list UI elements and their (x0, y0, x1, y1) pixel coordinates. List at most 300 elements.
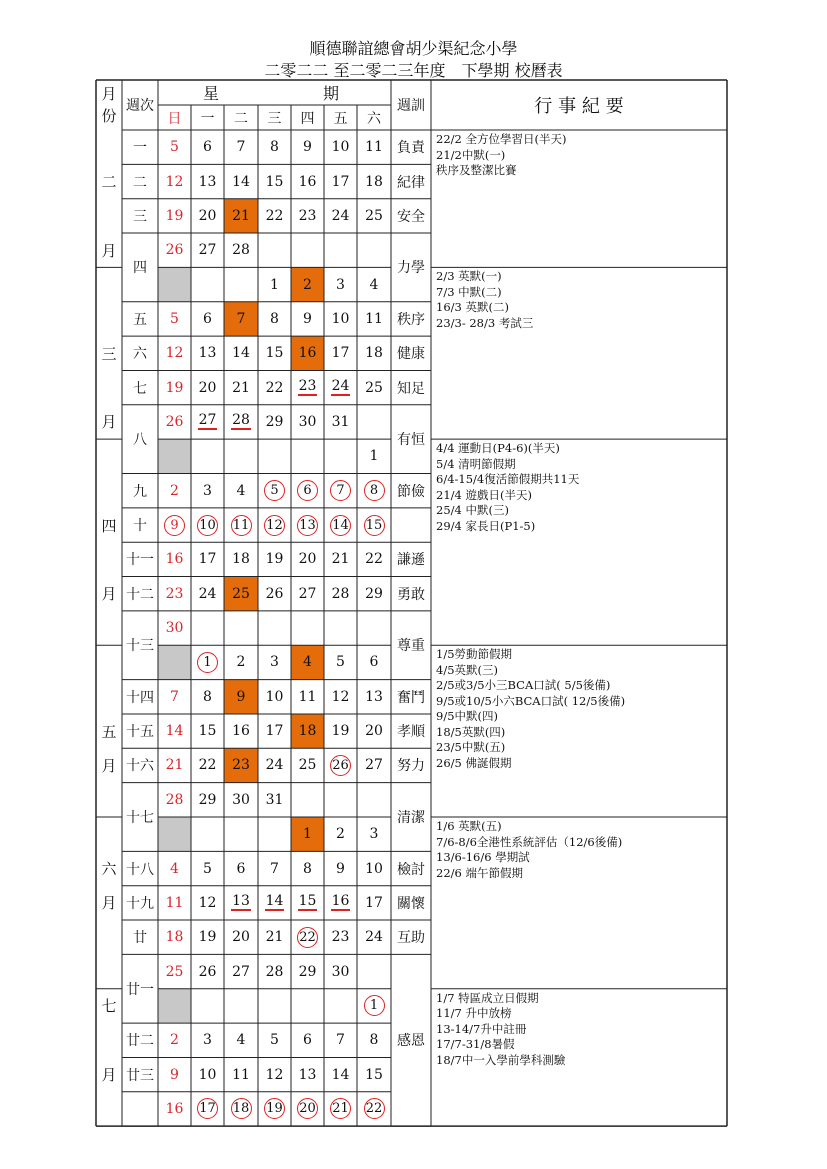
date-cell (158, 611, 191, 645)
date-cell (258, 474, 291, 508)
date-number: 13 (297, 515, 318, 536)
date-cell (258, 302, 291, 336)
date-cell (191, 577, 224, 611)
date-cell (357, 920, 391, 954)
date-cell (224, 645, 258, 679)
date-number: 19 (331, 723, 350, 740)
date-number: 26 (265, 585, 284, 602)
weekly-motto: 力學 (397, 260, 425, 277)
motto-header: 週訓 (397, 98, 425, 114)
events-header: 行 事 紀 要 (534, 96, 624, 117)
date-cell (291, 508, 324, 542)
date-cell (191, 783, 224, 817)
date-number: 18 (298, 723, 317, 740)
date-number: 21 (165, 757, 184, 774)
date-cell (357, 577, 391, 611)
date-number: 26 (330, 755, 351, 776)
date-number: 23 (298, 207, 317, 224)
date-cell (224, 302, 258, 336)
date-cell (291, 920, 324, 954)
day-header-1: 一 (200, 110, 215, 127)
date-cell (357, 851, 391, 885)
date-cell (291, 748, 324, 782)
date-number: 4 (170, 860, 179, 877)
date-cell (258, 336, 291, 370)
date-number: 14 (265, 893, 284, 910)
date-number: 21 (232, 379, 250, 396)
date-number: 7 (270, 860, 279, 877)
date-cell (224, 1092, 258, 1126)
date-cell (291, 954, 324, 988)
date-number: 25 (365, 207, 383, 224)
shaded-cell (158, 645, 191, 679)
date-number: 22 (364, 1098, 385, 1119)
date-number: 2 (170, 482, 179, 499)
shaded-cell (158, 989, 191, 1023)
date-number: 17 (331, 173, 350, 190)
date-cell (291, 714, 324, 748)
date-number: 29 (298, 963, 317, 980)
event-line: 21/2中默(一) (436, 147, 506, 162)
date-number: 8 (270, 139, 279, 156)
month-label: 二 (101, 173, 117, 192)
week-header: 週次 (126, 98, 154, 114)
event-line: 29/4 家長日(P1-5) (436, 518, 536, 533)
event-notes (436, 991, 565, 1069)
date-number: 12 (198, 894, 217, 911)
date-number: 20 (297, 1098, 318, 1119)
date-cell (291, 577, 324, 611)
date-cell (357, 817, 391, 851)
date-number: 5 (264, 480, 285, 501)
event-line: 2/5或3/5小三BCA口試( 5/5後備) (436, 678, 611, 693)
date-cell (258, 714, 291, 748)
date-number: 18 (232, 551, 250, 568)
date-cell (291, 164, 324, 198)
date-cell (191, 405, 224, 439)
date-cell (224, 1023, 258, 1057)
date-number: 26 (165, 242, 184, 259)
date-cell (357, 886, 391, 920)
date-cell (191, 1092, 224, 1126)
date-number: 12 (165, 173, 184, 190)
event-line: 4/5英默(三) (436, 662, 498, 677)
weekly-motto: 孝順 (397, 724, 425, 741)
date-number: 27 (298, 585, 317, 602)
date-cell (357, 336, 391, 370)
date-cell (324, 130, 357, 164)
date-cell (357, 370, 391, 404)
date-cell (224, 954, 258, 988)
week-label: 二 (133, 174, 147, 191)
date-number: 31 (331, 413, 350, 430)
date-cell (158, 851, 191, 885)
date-number: 12 (264, 515, 285, 536)
week-label: 三 (133, 208, 147, 225)
date-cell (158, 1057, 191, 1091)
date-cell (258, 748, 291, 782)
date-cell (291, 199, 324, 233)
date-cell (258, 542, 291, 576)
date-cell (357, 130, 391, 164)
weekday-header: 期 (322, 84, 339, 103)
shaded-cell (158, 267, 191, 301)
date-number: 22 (265, 379, 284, 396)
date-number: 15 (364, 515, 385, 536)
date-number: 14 (232, 345, 250, 362)
date-cell (158, 1023, 191, 1057)
month-label: 四 (101, 516, 117, 535)
date-number: 10 (198, 1066, 217, 1083)
week-label: 十七 (126, 809, 154, 826)
date-cell (291, 1023, 324, 1057)
date-number: 7 (330, 480, 351, 501)
date-cell (357, 645, 391, 679)
date-cell (224, 886, 258, 920)
month-label: 月 (101, 585, 117, 604)
date-cell (224, 748, 258, 782)
date-cell (258, 680, 291, 714)
date-cell (158, 302, 191, 336)
event-notes (436, 269, 533, 331)
date-number: 29 (265, 413, 284, 430)
date-number: 30 (165, 620, 184, 637)
date-cell (191, 199, 224, 233)
date-number: 24 (198, 585, 217, 602)
date-number: 17 (331, 345, 350, 362)
date-number: 30 (331, 963, 350, 980)
event-line: 23/3- 28/3 考試三 (436, 315, 534, 330)
date-number: 22 (297, 927, 318, 948)
date-number: 24 (265, 757, 284, 774)
week-label: 十二 (126, 586, 154, 603)
week-label: 十 (133, 518, 147, 535)
day-header-2: 二 (234, 110, 248, 127)
date-number: 15 (265, 345, 284, 362)
date-cell (291, 645, 324, 679)
month-label: 五 (101, 722, 117, 741)
date-number: 8 (364, 480, 385, 501)
event-line: 17/7-31/8暑假 (436, 1037, 515, 1052)
date-number: 18 (231, 1098, 252, 1119)
month-label: 三 (101, 344, 117, 363)
date-cell (258, 164, 291, 198)
date-number: 21 (330, 1098, 351, 1119)
date-cell (224, 336, 258, 370)
date-number: 30 (232, 791, 250, 808)
date-cell (357, 439, 391, 473)
event-notes (436, 819, 622, 881)
date-cell (324, 370, 357, 404)
date-number: 17 (198, 551, 217, 568)
date-cell (324, 508, 357, 542)
date-cell (191, 130, 224, 164)
date-cell (357, 199, 391, 233)
date-cell (258, 577, 291, 611)
week-label: 七 (133, 380, 147, 397)
date-number: 20 (198, 207, 217, 224)
date-cell (158, 542, 191, 576)
date-number: 28 (165, 791, 184, 808)
date-cell (357, 680, 391, 714)
date-cell (324, 336, 357, 370)
date-number: 1 (364, 995, 385, 1016)
date-cell (258, 886, 291, 920)
week-label: 八 (133, 432, 147, 449)
date-number: 9 (336, 860, 345, 877)
date-cell (357, 302, 391, 336)
date-number: 27 (198, 242, 217, 259)
date-number: 8 (270, 310, 279, 327)
week-label: 一 (133, 140, 147, 157)
date-number: 2 (336, 826, 345, 843)
week-label: 十六 (126, 758, 154, 775)
week-label: 廿 (133, 930, 147, 947)
date-number: 16 (331, 893, 350, 910)
week-label: 十九 (126, 895, 154, 912)
date-number: 16 (298, 173, 317, 190)
date-number: 11 (231, 515, 252, 536)
date-cell (291, 302, 324, 336)
date-number: 20 (232, 929, 250, 946)
date-number: 20 (198, 379, 217, 396)
date-cell (158, 680, 191, 714)
week-label: 九 (133, 483, 147, 500)
date-number: 14 (330, 515, 351, 536)
weekly-motto: 負責 (397, 140, 425, 157)
week-label: 十四 (126, 689, 154, 706)
date-number: 13 (198, 345, 217, 362)
date-number: 6 (297, 480, 318, 501)
date-number: 15 (298, 893, 317, 910)
date-number: 12 (331, 688, 350, 705)
date-number: 3 (203, 482, 212, 499)
date-number: 15 (365, 1066, 383, 1083)
date-cell (291, 267, 324, 301)
date-cell (158, 474, 191, 508)
date-cell (191, 302, 224, 336)
weekly-motto: 有恒 (397, 432, 425, 449)
date-number: 19 (165, 207, 184, 224)
date-cell (224, 199, 258, 233)
date-number: 7 (336, 1032, 345, 1049)
week-label: 四 (133, 260, 147, 277)
date-cell (224, 542, 258, 576)
date-number: 13 (232, 893, 250, 910)
event-line: 秩序及整潔比賽 (436, 163, 517, 177)
date-cell (224, 1057, 258, 1091)
date-cell (291, 336, 324, 370)
date-cell (324, 267, 357, 301)
date-cell (258, 370, 291, 404)
date-cell (258, 130, 291, 164)
weekly-motto: 奮鬥 (397, 689, 425, 706)
date-number: 3 (369, 826, 379, 843)
month-label: 六 (101, 860, 117, 879)
date-number: 9 (303, 139, 312, 156)
date-number: 6 (369, 654, 379, 671)
date-number: 18 (165, 929, 184, 946)
date-number: 26 (165, 413, 184, 430)
date-cell (191, 164, 224, 198)
date-number: 8 (303, 860, 312, 877)
date-number: 10 (331, 139, 350, 156)
date-cell (258, 1092, 291, 1126)
date-number: 16 (165, 1100, 184, 1117)
date-number: 2 (303, 276, 312, 293)
event-line: 25/4 中默(三) (436, 503, 509, 518)
date-number: 2 (170, 1032, 179, 1049)
date-cell (324, 714, 357, 748)
weekly-motto: 秩序 (397, 311, 425, 328)
date-cell (158, 1092, 191, 1126)
date-cell (291, 370, 324, 404)
date-cell (324, 680, 357, 714)
week-label: 十五 (126, 724, 154, 741)
event-line: 22/6 端午節假期 (436, 865, 523, 880)
event-notes (436, 441, 579, 534)
date-number: 15 (198, 723, 217, 740)
date-cell (158, 508, 191, 542)
date-cell (291, 405, 324, 439)
event-line: 16/3 英默(二) (436, 300, 509, 315)
date-cell (224, 233, 258, 267)
date-cell (258, 1057, 291, 1091)
month-label: 月 (101, 894, 117, 913)
date-number: 31 (265, 791, 284, 808)
weekly-motto: 健康 (397, 346, 425, 363)
date-number: 17 (265, 723, 284, 740)
calendar-subtitle: 二零二二 至二零二三年度 下學期 校曆表 (264, 61, 563, 80)
date-cell (324, 645, 357, 679)
date-number: 13 (198, 173, 217, 190)
date-cell (357, 474, 391, 508)
date-number: 16 (165, 551, 184, 568)
date-number: 26 (198, 963, 217, 980)
date-number: 6 (203, 139, 212, 156)
date-number: 5 (170, 139, 179, 156)
week-label: 廿一 (126, 981, 154, 998)
day-header-4: 四 (300, 110, 315, 127)
date-cell (324, 474, 357, 508)
month-label: 月 (101, 756, 117, 775)
weekly-motto: 節儉 (397, 483, 425, 500)
date-cell (258, 267, 291, 301)
date-number: 7 (170, 688, 179, 705)
event-line: 9/5或10/5小六BCA口試( 12/5後備) (436, 693, 626, 708)
date-cell (258, 783, 291, 817)
date-number: 9 (303, 310, 312, 327)
date-cell (191, 680, 224, 714)
date-number: 11 (365, 139, 383, 156)
weekly-motto: 勇敢 (397, 586, 425, 603)
day-header-3: 三 (267, 110, 282, 127)
date-cell (191, 1023, 224, 1057)
date-number: 7 (236, 310, 246, 327)
date-cell (324, 920, 357, 954)
date-cell (158, 714, 191, 748)
day-header-0: 日 (167, 110, 182, 127)
date-number: 19 (264, 1098, 285, 1119)
month-label: 七 (101, 997, 117, 1016)
week-label: 廿三 (126, 1067, 154, 1084)
date-cell (324, 302, 357, 336)
shaded-cell (158, 817, 191, 851)
date-number: 13 (298, 1066, 317, 1083)
date-cell (158, 233, 191, 267)
date-number: 29 (365, 585, 383, 602)
shaded-cell (158, 439, 191, 473)
date-number: 10 (197, 515, 218, 536)
date-cell (191, 542, 224, 576)
date-number: 28 (265, 963, 284, 980)
date-cell (291, 817, 324, 851)
date-number: 14 (331, 1066, 350, 1083)
date-number: 2 (236, 654, 246, 671)
date-number: 9 (170, 1066, 179, 1083)
date-cell (324, 886, 357, 920)
date-cell (158, 748, 191, 782)
weekly-motto: 謙遜 (397, 552, 425, 569)
date-cell (158, 370, 191, 404)
event-notes (436, 132, 566, 179)
date-cell (191, 954, 224, 988)
date-number: 19 (165, 379, 184, 396)
date-number: 30 (298, 413, 317, 430)
date-cell (224, 680, 258, 714)
event-line: 11/7 升中放榜 (436, 1006, 512, 1021)
date-number: 10 (365, 860, 383, 877)
date-number: 5 (336, 654, 345, 671)
date-number: 4 (303, 654, 312, 671)
month-label: 月 (101, 1066, 117, 1085)
date-number: 4 (236, 482, 246, 499)
date-number: 20 (298, 551, 317, 568)
date-number: 25 (165, 963, 184, 980)
date-number: 12 (265, 1066, 284, 1083)
date-number: 25 (298, 757, 317, 774)
date-cell (191, 370, 224, 404)
date-number: 3 (270, 654, 279, 671)
date-number: 7 (236, 139, 246, 156)
date-cell (357, 267, 391, 301)
date-cell (324, 199, 357, 233)
event-line: 5/4 清明節假期 (436, 456, 516, 471)
date-number: 6 (203, 310, 212, 327)
date-cell (357, 1057, 391, 1091)
date-cell (191, 714, 224, 748)
date-cell (191, 886, 224, 920)
date-number: 28 (232, 242, 250, 259)
date-number: 8 (203, 688, 212, 705)
date-cell (324, 1057, 357, 1091)
event-line: 13-14/7升中註冊 (436, 1021, 527, 1036)
event-line: 7/3 中默(二) (436, 284, 502, 299)
date-cell (191, 474, 224, 508)
date-number: 27 (232, 963, 250, 980)
date-number: 9 (164, 515, 185, 536)
date-number: 18 (365, 173, 383, 190)
date-cell (158, 954, 191, 988)
date-cell (191, 233, 224, 267)
date-number: 11 (232, 1066, 250, 1083)
date-number: 21 (265, 929, 284, 946)
week-label (122, 1092, 158, 1126)
date-number: 8 (369, 1032, 379, 1049)
date-number: 3 (336, 276, 345, 293)
date-cell (258, 920, 291, 954)
date-cell (158, 886, 191, 920)
